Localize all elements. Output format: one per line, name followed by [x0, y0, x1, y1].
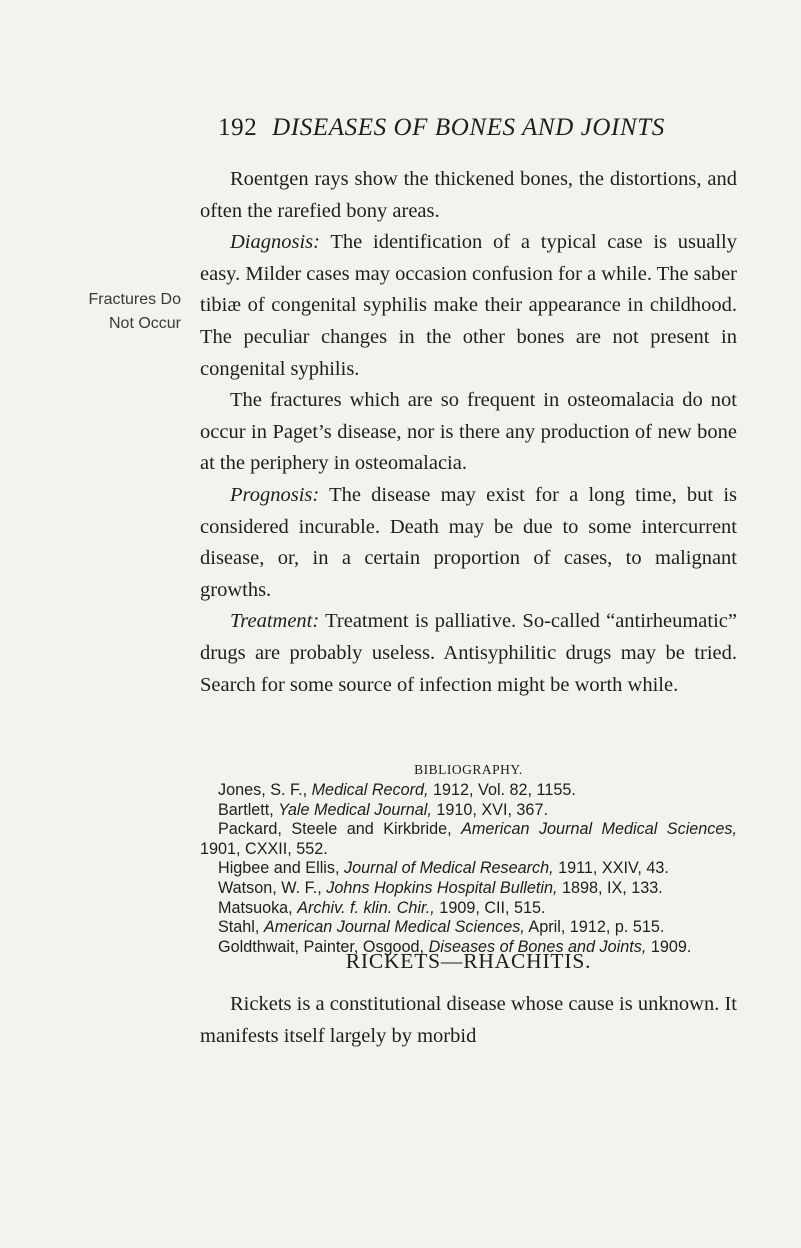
- running-header: [218, 114, 665, 142]
- bibliography-entry: Goldthwait, Painter, Osgood, Diseases of Bones and Joints, 1909.: [218, 937, 692, 956]
- paragraph-treatment: [200, 606, 737, 701]
- main-text: [200, 164, 737, 701]
- prognosis-text: The disease may exist for a long time, but is considered incurable. Death may be due to some intercurrent disease, or, in a certain proportion of cases, to malignant growths.: [200, 483, 737, 601]
- bibliography-heading: BIBLIOGRAPHY.: [414, 762, 523, 777]
- paragraph-prognosis: [200, 480, 737, 606]
- page-number: 192: [218, 114, 258, 141]
- paragraph-diagnosis: [200, 227, 737, 385]
- bibliography-entry: Higbee and Ellis, Journal of Medical Research, 1911, XXIV, 43.: [218, 859, 669, 878]
- bibliography-entry: Matsuoka, Archiv. f. klin. Chir., 1909, CII, 515.: [218, 898, 546, 917]
- paragraph-roentgen: Roentgen rays show the thickened bones, the distortions, and often the rarefied bony areas.: [200, 168, 737, 222]
- treatment-text: Treatment is palliative. So-called “antirheumatic” drugs are probably useless. Antisyphilitic drugs may be tried. Search for some source of infection might be worth while.: [200, 610, 737, 696]
- bibliography-entry: Bartlett, Yale Medical Journal, 1910, XVI, 367.: [218, 800, 548, 819]
- paragraph-rickets: Rickets is a constitutional disease whose cause is unknown. It manifests itself largely by morbid: [200, 993, 737, 1047]
- diagnosis-text: The identification of a typical case is usually easy. Milder cases may occasion confusion for a while. The saber tibiæ of congenital syphilis make their appearance in childhood. The peculiar changes in the other bones are not present in congenital syphilis.: [200, 231, 737, 380]
- running-title: DISEASES OF BONES AND JOINTS: [272, 114, 665, 141]
- bibliography-entry: Packard, Steele and Kirkbride, American Journal Medical Sciences, 1901, CXXII, 552.: [200, 820, 737, 858]
- bibliography-entry: Jones, S. F., Medical Record, 1912, Vol. 82, 1155.: [218, 781, 576, 799]
- section-heading-rickets: RICKETS—RHACHITIS.: [345, 949, 592, 973]
- margin-note-line-1: Fractures Do: [88, 291, 181, 308]
- margin-note: [1, 288, 181, 336]
- rickets-text: [200, 989, 737, 1052]
- bibliography-entry: Stahl, American Journal Medical Sciences, April, 1912, p. 515.: [218, 918, 665, 937]
- bibliography-list: [200, 781, 737, 957]
- paragraph-fractures: The fractures which are so frequent in osteomalacia do not occur in Paget’s disease, nor is there any production of new bone at the periphery in osteomalacia.: [200, 389, 737, 475]
- margin-note-line-2: Not Occur: [108, 315, 181, 332]
- bibliography-entry: Watson, W. F., Johns Hopkins Hospital Bulletin, 1898, IX, 133.: [218, 878, 663, 897]
- treatment-label: Treatment:: [230, 610, 320, 633]
- diagnosis-label: Diagnosis:: [230, 231, 320, 254]
- prognosis-label: Prognosis:: [230, 483, 320, 506]
